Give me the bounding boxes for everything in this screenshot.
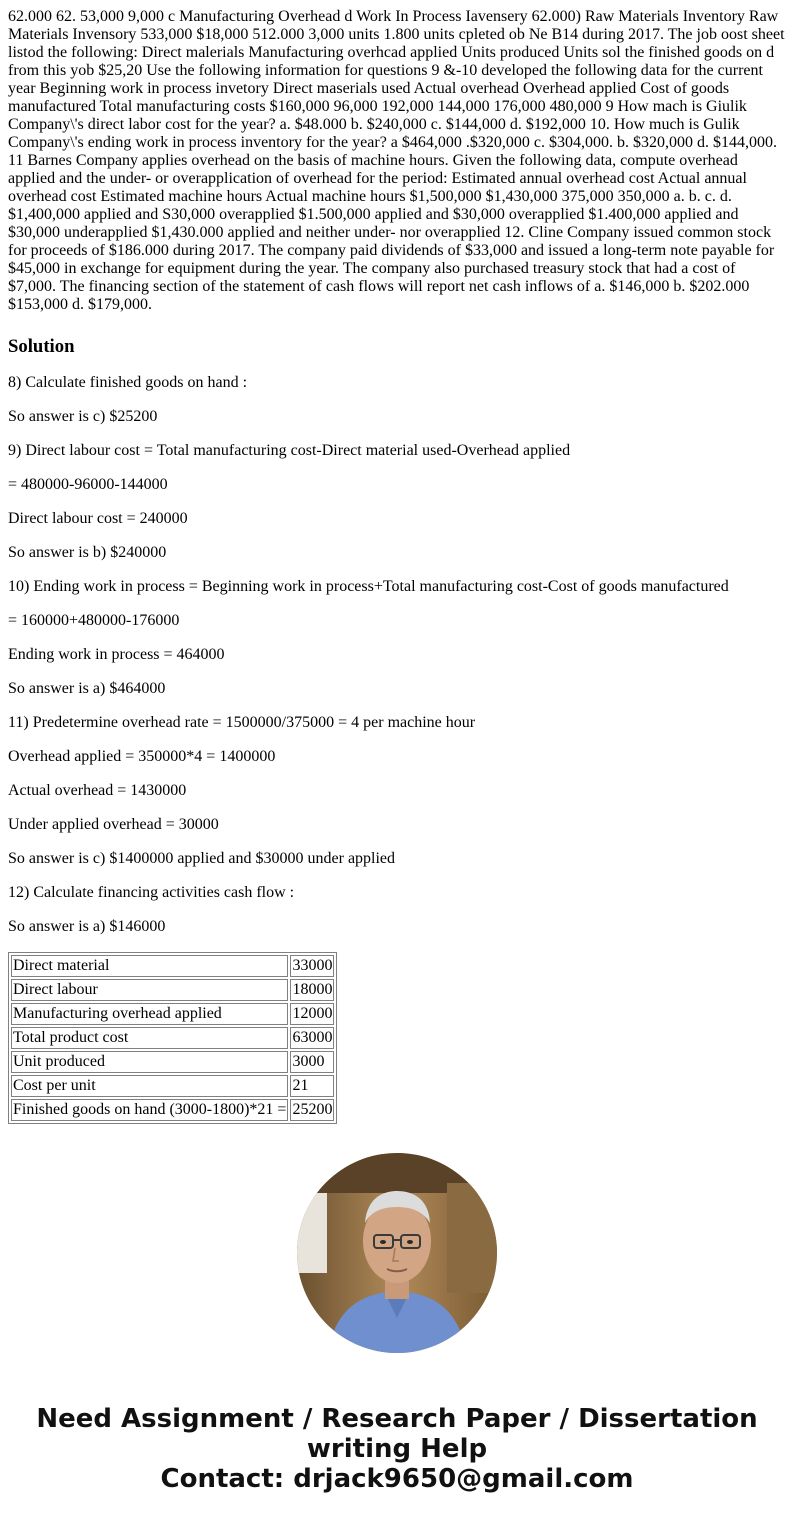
solution-lines (8, 374, 786, 936)
solution-line: Direct labour cost = 240000 (8, 510, 188, 527)
table-cell-value: 3000 (290, 1051, 334, 1073)
table-cell-value: 25200 (290, 1099, 334, 1121)
table-cell-label: Cost per unit (11, 1075, 288, 1097)
table-cell-value: 21 (290, 1075, 334, 1097)
table-cell-label: Unit produced (11, 1051, 288, 1073)
table-row (11, 979, 334, 1001)
solution-line: Actual overhead = 1430000 (8, 782, 187, 799)
promo-line-2: writing Help (306, 1434, 488, 1464)
solution-line: So answer is c) $25200 (8, 408, 158, 425)
table-cell-value: 33000 (290, 955, 334, 977)
table-row (11, 1051, 334, 1073)
question-text: 62.000 62. 53,000 9,000 c Manufacturing Overhead d Work In Process Iavensery 62.000) Raw Materials Inventory Raw Materials Invensory 533,000 $18,000 512.000 3,000 units 1.800 units cpleted ob Ne B14 during 2017. The job oost sheet listod the following: Direct malerials Manufacturing overhcad applied Units produced Units sol the finished goods on d from this yob $25,20 Use the following information for questions 9 &-10 developed the following data for the current year Beginning work in process invetory Direct maserials used Actual overhead Overhead applied Cost of goods manufactured Total manufacturing costs $160,000 96,000 192,000 144,000 176,000 480,000 9 How mach is Giulik Company\'s direct labor cost for the year? a. $48.000 b. $240,000 c. $144,000 d. $192,000 10. How much is Gulik Company\'s ending work in process inventory for the year? a $464,000 .$320,000 c. $304,000. b. $320,000 d. $144,000. 11 Barnes Company applies overhead on the basis of machine hours. Given the following data, compute overhead applied and the under- or overapplication of overhead for the period: Estimated annual overhead cost Actual annual overhead cost Estimated machine hours Actual machine hours $1,500,000 $1,430,000 375,000 350,000 a. b. c. d. $1,400,000 applied and S30,000 overapplied $1.500,000 applied and $30,000 overapplied $1.400,000 applied and $30,000 underapplied $1,430.000 applied and neither under- nor overapplied 12. Cline Company issued common stock for proceeds of $186.000 during 2017. The company paid dividends of $33,000 and issued a long-term note payable for $45,000 in exchange for equipment during the year. The company also purchased treasury stock that had a cost of $7,000. The financing section of the statement of cash flows will report net cash inflows of a. $146,000 b. $202.000 $153,000 d. $179,000. (8, 8, 785, 313)
solution-line: 11) Predetermine overhead rate = 1500000/375000 = 4 per machine hour (8, 714, 476, 731)
solution-line: Ending work in process = 464000 (8, 646, 225, 663)
finished-goods-table (8, 952, 337, 1124)
table-row (11, 955, 334, 977)
table-cell-label: Total product cost (11, 1027, 288, 1049)
solution-line: 12) Calculate financing activities cash flow : (8, 884, 295, 901)
solution-line: So answer is a) $146000 (8, 918, 166, 935)
tutor-portrait-image (297, 1153, 497, 1353)
table-cell-value: 12000 (290, 1003, 334, 1025)
solution-line: 9) Direct labour cost = Total manufacturing cost-Direct material used-Overhead applied (8, 442, 571, 459)
table-row (11, 1075, 334, 1097)
solution-line: = 480000-96000-144000 (8, 476, 168, 493)
solution-heading: Solution (8, 336, 75, 357)
solution-line: So answer is b) $240000 (8, 544, 167, 561)
table-row (11, 1099, 334, 1121)
table-row (11, 1003, 334, 1025)
promo-contact-email: Contact: drjack9650@gmail.com (160, 1464, 634, 1494)
solution-line: So answer is c) $1400000 applied and $30000 under applied (8, 850, 396, 867)
promo-line-1: Need Assignment / Research Paper / Dissertation (36, 1404, 758, 1434)
table-row (11, 1027, 334, 1049)
solution-line: Under applied overhead = 30000 (8, 816, 219, 833)
solution-line: = 160000+480000-176000 (8, 612, 180, 629)
solution-line: Overhead applied = 350000*4 = 1400000 (8, 748, 276, 765)
solution-line: 10) Ending work in process = Beginning work in process+Total manufacturing cost-Cost of goods manufactured (8, 578, 729, 595)
table-cell-value: 18000 (290, 979, 334, 1001)
table-cell-label: Direct labour (11, 979, 288, 1001)
solution-line: 8) Calculate finished goods on hand : (8, 374, 248, 391)
table-cell-value: 63000 (290, 1027, 334, 1049)
table-cell-label: Direct material (11, 955, 288, 977)
table-cell-label: Finished goods on hand (3000-1800)*21 = (11, 1099, 288, 1121)
tutor-avatar (297, 1153, 497, 1353)
solution-line: So answer is a) $464000 (8, 680, 166, 697)
promo-banner (0, 1404, 794, 1494)
table-cell-label: Manufacturing overhead applied (11, 1003, 288, 1025)
